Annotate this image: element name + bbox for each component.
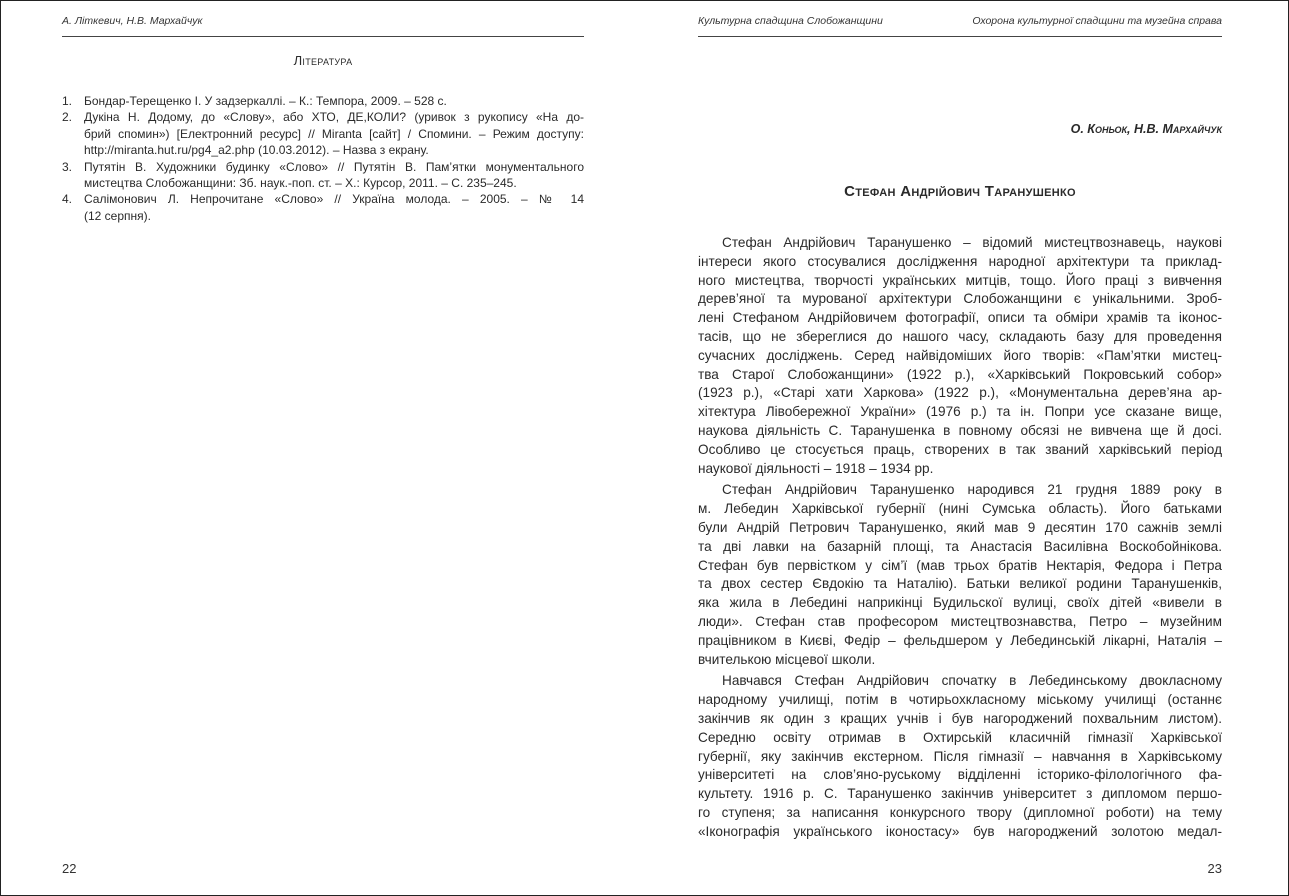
paragraph-line: культету. 1916 р. С. Таранушенко закінчив університет з дипломом першо-	[698, 786, 1222, 802]
paragraph-line: хітектура Лівобережної України» (1976 р.) та ін. Попри усе сказане вище,	[698, 404, 1222, 420]
paragraph-line: дерев’яної та мурованої архітектури Слобожанщини є унікальними. Зроб-	[698, 291, 1222, 307]
article-authors: О. Коньок, Н.В. Мархайчук	[1070, 122, 1222, 136]
reference-line: брий спомин») [Електронний ресурс] // Miranta [сайт] / Спомини. – Режим доступу:	[84, 126, 584, 141]
right-header-rule	[698, 36, 1222, 37]
reference-line: http://miranta.hut.ru/pg4_a2.php (10.03.2012). – Назва з екрану.	[84, 143, 429, 158]
left-running-header: А. Літкевич, Н.В. Мархайчук	[62, 15, 203, 27]
reference-number: 4.	[62, 192, 73, 207]
reference-item	[62, 159, 584, 192]
reference-item	[62, 93, 584, 109]
reference-text	[84, 93, 584, 109]
article-paragraph	[698, 672, 1222, 841]
paragraph-line: працівником в Києві, Федір – фельдшером у Лебединській лікарні, Наталія –	[698, 632, 1222, 648]
article-body	[698, 234, 1222, 845]
left-page-number: 22	[62, 861, 77, 876]
reference-line: Путятін В. Художники будинку «Слово» // Путятін В. Пам’ятки монументального	[84, 159, 584, 174]
paragraph-line: люди». Стефан став професором мистецтвознавства, Петро – музейним	[698, 613, 1222, 629]
right-running-header-right: Охорона культурної спадщини та музейна справа	[972, 15, 1222, 27]
references-title: Література	[293, 53, 353, 68]
right-running-header-left: Культурна спадщина Слобожанщини	[698, 15, 883, 27]
paragraph-line: народному училищі, потім в чотирьохкласному міському училищі (останнє	[698, 692, 1222, 708]
article-paragraph	[698, 234, 1222, 478]
paragraph-line: (1923 р.), «Старі хати Харкова» (1922 р.), «Монументальна дерев’яна ар-	[698, 385, 1222, 401]
paragraph-line: Навчався Стефан Андрійович спочатку в Лебединському двокласному	[722, 673, 1222, 689]
reference-text	[84, 109, 584, 158]
paragraph-line: ного мистецтва, творчості українських митців, тощо. Його праці з вивчення	[698, 272, 1222, 288]
paragraph-line: та дві лавки на базарній площі, та Анастасія Василівна Воскобойнікова.	[698, 538, 1222, 554]
paragraph-line: закінчив як один з кращих учнів і був нагороджений похвальним листом).	[698, 710, 1222, 726]
paragraph-line: сучасних досліджень. Серед найвідоміших його творів: «Пам’ятки мистец-	[698, 347, 1222, 363]
paragraph-line: наукова діяльність С. Таранушенка в повному обсязі не вивчена ще й досі.	[698, 422, 1222, 438]
paragraph-line: яка жила в Лебедині наприкінці Будильскої вулиці, своїх дітей «вивели в	[698, 595, 1222, 611]
paragraph-line: були Андрій Петрович Таранушенко, який мав 9 десятин 170 сажнів землі	[698, 519, 1222, 535]
paragraph-line: Стефан Андрійович Таранушенко народився 21 грудня 1889 року в	[722, 482, 1222, 498]
paragraph-line: наукової діяльності – 1918 – 1934 рр.	[698, 460, 934, 476]
paragraph-line: м. Лебедин Харківської губернії (нині Сумська область). Його батьками	[698, 501, 1222, 517]
paragraph-line: тва Старої Слобожанщини» (1922 р.), «Харківський Покровський собор»	[698, 366, 1222, 382]
left-header-rule	[62, 36, 584, 37]
article-paragraph	[698, 481, 1222, 669]
paragraph-line: університеті на слов’яно-руському відділенні історико-філологічного фа-	[698, 767, 1222, 783]
paragraph-line: Особливо це стосується праць, створених в так званий харківський період	[698, 441, 1222, 457]
reference-number: 1.	[62, 94, 73, 108]
paragraph-line: го ступеня; за написання конкурсного твору (дипломної роботи) на тему	[698, 804, 1222, 820]
paragraph-line: губернії, яку закінчив екстерном. Після гімназії – навчання в Харківському	[698, 748, 1222, 764]
paragraph-line: тасів, що не збереглися до нашого часу, складають базу для проведення	[698, 328, 1222, 344]
reference-number: 3.	[62, 159, 73, 174]
reference-item	[62, 109, 584, 158]
paragraph-line: «Іконографія українського іконостасу» був нагороджений золотою медал-	[698, 823, 1222, 839]
reference-text	[84, 191, 584, 224]
right-page-number: 23	[1207, 861, 1222, 876]
reference-line: Бондар-Терещенко І. У задзеркаллі. – К.: Темпора, 2009. – 528 с.	[84, 94, 447, 108]
article-title: Стефан Андрійович Таранушенко	[844, 183, 1076, 200]
reference-number: 2.	[62, 110, 73, 125]
references-list	[62, 93, 584, 224]
paragraph-line: Стефан був первістком у сім’ї (мав трьох братів Нектарія, Федора і Петра	[698, 557, 1222, 573]
paragraph-line: вчителькою місцевої школи.	[698, 651, 876, 667]
paragraph-line: та двох сестер Євдокію та Наталію). Батьки великої родини Таранушенків,	[698, 576, 1222, 592]
paragraph-line: інтереси якого стосувалися дослідження народної архітектури та приклад-	[698, 253, 1222, 269]
reference-text	[84, 159, 584, 192]
reference-line: Салімонович Л. Непрочитане «Слово» // Україна молода. – 2005. – № 14	[84, 192, 584, 207]
reference-item	[62, 191, 584, 224]
reference-line: мистецтва Слобожанщини: Зб. наук.-поп. ст. – Х.: Курсор, 2011. – С. 235–245.	[84, 176, 517, 191]
paragraph-line: Середню освіту отримав в Охтирській класичній гімназії Харківської	[698, 729, 1222, 745]
paragraph-line: лені Стефаном Андрійовичем фотографії, описи та обміри храмів та іконос-	[698, 310, 1222, 326]
paragraph-line: Стефан Андрійович Таранушенко – відомий мистецтвознавець, наукові	[722, 235, 1222, 250]
reference-line: (12 серпня).	[84, 208, 151, 223]
reference-line: Дукіна Н. Додому, до «Слову», або ХТО, ДЕ,КОЛИ? (уривок з рукопису «На до-	[84, 110, 584, 125]
